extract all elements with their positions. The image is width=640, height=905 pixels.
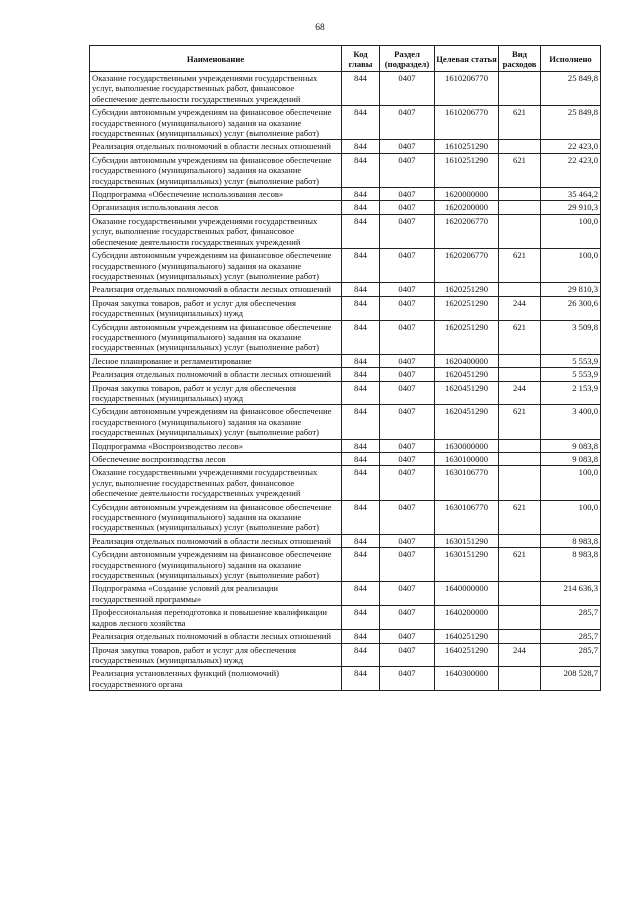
table-row: [90, 296, 601, 320]
table-row: [90, 106, 601, 140]
table-row: [90, 283, 601, 296]
cell-section: 0407: [380, 453, 435, 466]
cell-done: 9 083,8: [541, 439, 601, 452]
table-row: [90, 667, 601, 691]
cell-type: [499, 354, 541, 367]
cell-type: [499, 439, 541, 452]
cell-done: 29 810,3: [541, 283, 601, 296]
cell-code: 844: [342, 214, 380, 248]
cell-code: 844: [342, 643, 380, 667]
cell-code: 844: [342, 534, 380, 547]
cell-target: 1640300000: [435, 667, 499, 691]
cell-code: 844: [342, 320, 380, 354]
table-row: [90, 201, 601, 214]
cell-name: Реализация отдельных полномочий в области лесных отношений: [90, 283, 342, 296]
cell-name: Реализация отдельных полномочий в области лесных отношений: [90, 140, 342, 153]
header-done: Исполнено: [541, 46, 601, 72]
cell-target: 1640251290: [435, 630, 499, 643]
cell-done: 214 636,3: [541, 582, 601, 606]
cell-name: Реализация установленных функций (полномочий) государственного органа: [90, 667, 342, 691]
cell-type: [499, 466, 541, 500]
table-row: [90, 500, 601, 534]
cell-done: 35 464,2: [541, 188, 601, 201]
cell-section: 0407: [380, 582, 435, 606]
cell-name: Субсидии автономным учреждениям на финансовое обеспечение государственного (муниципального) задания на оказание государственных (муниципальных) услуг (выполнение работ): [90, 249, 342, 283]
cell-section: 0407: [380, 548, 435, 582]
cell-type: 244: [499, 381, 541, 405]
cell-target: 1620400000: [435, 354, 499, 367]
table-row: [90, 140, 601, 153]
cell-done: 25 849,8: [541, 72, 601, 106]
cell-code: 844: [342, 201, 380, 214]
header-name: Наименование: [90, 46, 342, 72]
cell-name: Организация использования лесов: [90, 201, 342, 214]
cell-code: 844: [342, 453, 380, 466]
cell-code: 844: [342, 296, 380, 320]
cell-name: Прочая закупка товаров, работ и услуг для обеспечения государственных (муниципальных) нужд: [90, 643, 342, 667]
cell-name: Субсидии автономным учреждениям на финансовое обеспечение государственного (муниципального) задания на оказание государственных (муниципальных) услуг (выполнение работ): [90, 405, 342, 439]
cell-code: 844: [342, 72, 380, 106]
cell-done: 5 553,9: [541, 368, 601, 381]
cell-name: Субсидии автономным учреждениям на финансовое обеспечение государственного (муниципального) задания на оказание государственных (муниципальных) услуг (выполнение работ): [90, 320, 342, 354]
cell-type: [499, 214, 541, 248]
header-code: Код главы: [342, 46, 380, 72]
cell-target: 1640200000: [435, 606, 499, 630]
cell-name: Субсидии автономным учреждениям на финансовое обеспечение государственного (муниципального) задания на оказание государственных (муниципальных) услуг (выполнение работ): [90, 548, 342, 582]
cell-name: Обеспечение воспроизводства лесов: [90, 453, 342, 466]
cell-code: 844: [342, 354, 380, 367]
cell-type: [499, 534, 541, 547]
cell-done: 100,0: [541, 214, 601, 248]
table-row: [90, 320, 601, 354]
cell-section: 0407: [380, 643, 435, 667]
header-section: Раздел (подраздел): [380, 46, 435, 72]
cell-type: 621: [499, 249, 541, 283]
cell-section: 0407: [380, 354, 435, 367]
cell-section: 0407: [380, 405, 435, 439]
cell-target: 1630106770: [435, 500, 499, 534]
page-number: 68: [315, 23, 325, 33]
cell-section: 0407: [380, 214, 435, 248]
cell-code: 844: [342, 582, 380, 606]
cell-section: 0407: [380, 368, 435, 381]
cell-name: Оказание государственными учреждениями государственных услуг, выполнение государственных работ, финансовое обеспечение деятельности государственных учреждений: [90, 466, 342, 500]
table-row: [90, 643, 601, 667]
cell-code: 844: [342, 283, 380, 296]
cell-type: [499, 140, 541, 153]
cell-target: 1620451290: [435, 381, 499, 405]
cell-type: [499, 283, 541, 296]
cell-type: [499, 582, 541, 606]
table-header-row: [90, 46, 601, 72]
table-row: [90, 214, 601, 248]
cell-done: 22 423,0: [541, 140, 601, 153]
budget-table: [89, 45, 601, 691]
cell-target: 1640251290: [435, 643, 499, 667]
cell-code: 844: [342, 140, 380, 153]
cell-name: Прочая закупка товаров, работ и услуг для обеспечения государственных (муниципальных) нужд: [90, 296, 342, 320]
cell-target: 1620251290: [435, 296, 499, 320]
table-row: [90, 606, 601, 630]
cell-type: [499, 188, 541, 201]
cell-type: 621: [499, 320, 541, 354]
cell-name: Подпрограмма «Воспроизводство лесов»: [90, 439, 342, 452]
cell-section: 0407: [380, 106, 435, 140]
cell-code: 844: [342, 368, 380, 381]
cell-type: 621: [499, 500, 541, 534]
table-row: [90, 405, 601, 439]
cell-done: 285,7: [541, 630, 601, 643]
table-row: [90, 439, 601, 452]
cell-section: 0407: [380, 630, 435, 643]
cell-target: 1620251290: [435, 320, 499, 354]
cell-code: 844: [342, 249, 380, 283]
cell-done: 285,7: [541, 643, 601, 667]
cell-done: 3 400,0: [541, 405, 601, 439]
cell-code: 844: [342, 548, 380, 582]
cell-done: 208 528,7: [541, 667, 601, 691]
cell-name: Подпрограмма «Обеспечение использования лесов»: [90, 188, 342, 201]
cell-type: [499, 667, 541, 691]
cell-code: 844: [342, 667, 380, 691]
cell-done: 22 423,0: [541, 153, 601, 187]
table-row: [90, 368, 601, 381]
cell-target: 1610206770: [435, 106, 499, 140]
cell-target: 1620206770: [435, 249, 499, 283]
cell-done: 285,7: [541, 606, 601, 630]
cell-type: 621: [499, 106, 541, 140]
cell-done: 5 553,9: [541, 354, 601, 367]
cell-target: 1630151290: [435, 534, 499, 547]
cell-section: 0407: [380, 153, 435, 187]
cell-done: 100,0: [541, 500, 601, 534]
cell-name: Субсидии автономным учреждениям на финансовое обеспечение государственного (муниципального) задания на оказание государственных (муниципальных) услуг (выполнение работ): [90, 106, 342, 140]
cell-name: Реализация отдельных полномочий в области лесных отношений: [90, 534, 342, 547]
cell-section: 0407: [380, 667, 435, 691]
cell-done: 8 983,8: [541, 534, 601, 547]
cell-section: 0407: [380, 201, 435, 214]
cell-target: 1620251290: [435, 283, 499, 296]
table-row: [90, 249, 601, 283]
cell-code: 844: [342, 405, 380, 439]
cell-target: 1610251290: [435, 140, 499, 153]
cell-target: 1620000000: [435, 188, 499, 201]
cell-done: 29 910,3: [541, 201, 601, 214]
table-row: [90, 381, 601, 405]
table-row: [90, 72, 601, 106]
cell-done: 2 153,9: [541, 381, 601, 405]
cell-type: [499, 72, 541, 106]
cell-name: Оказание государственными учреждениями государственных услуг, выполнение государственных работ, финансовое обеспечение деятельности государственных учреждений: [90, 214, 342, 248]
cell-type: 621: [499, 405, 541, 439]
table-row: [90, 354, 601, 367]
cell-target: 1630000000: [435, 439, 499, 452]
cell-section: 0407: [380, 296, 435, 320]
cell-code: 844: [342, 153, 380, 187]
cell-target: 1640000000: [435, 582, 499, 606]
cell-code: 844: [342, 630, 380, 643]
cell-done: 25 849,8: [541, 106, 601, 140]
cell-done: 3 509,8: [541, 320, 601, 354]
cell-code: 844: [342, 606, 380, 630]
table-row: [90, 453, 601, 466]
cell-type: [499, 606, 541, 630]
cell-target: 1630151290: [435, 548, 499, 582]
cell-name: Подпрограмма «Создание условий для реализации государственной программы»: [90, 582, 342, 606]
cell-code: 844: [342, 466, 380, 500]
cell-section: 0407: [380, 140, 435, 153]
cell-target: 1620451290: [435, 368, 499, 381]
cell-type: 244: [499, 643, 541, 667]
cell-code: 844: [342, 500, 380, 534]
cell-done: 8 983,8: [541, 548, 601, 582]
cell-section: 0407: [380, 381, 435, 405]
table-row: [90, 466, 601, 500]
cell-section: 0407: [380, 534, 435, 547]
cell-done: 9 083,8: [541, 453, 601, 466]
cell-type: 621: [499, 548, 541, 582]
cell-section: 0407: [380, 606, 435, 630]
cell-code: 844: [342, 106, 380, 140]
cell-target: 1630106770: [435, 466, 499, 500]
cell-name: Реализация отдельных полномочий в области лесных отношений: [90, 630, 342, 643]
cell-target: 1630100000: [435, 453, 499, 466]
cell-type: 244: [499, 296, 541, 320]
cell-code: 844: [342, 439, 380, 452]
cell-section: 0407: [380, 439, 435, 452]
header-type: Вид расходов: [499, 46, 541, 72]
table-row: [90, 630, 601, 643]
cell-done: 100,0: [541, 466, 601, 500]
cell-done: 26 300,6: [541, 296, 601, 320]
cell-section: 0407: [380, 188, 435, 201]
cell-section: 0407: [380, 466, 435, 500]
cell-target: 1620206770: [435, 214, 499, 248]
cell-target: 1610251290: [435, 153, 499, 187]
cell-name: Профессиональная переподготовка и повышение квалификации кадров лесного хозяйства: [90, 606, 342, 630]
cell-name: Лесное планирование и регламентирование: [90, 354, 342, 367]
cell-code: 844: [342, 188, 380, 201]
cell-section: 0407: [380, 283, 435, 296]
cell-type: [499, 368, 541, 381]
table-row: [90, 548, 601, 582]
cell-section: 0407: [380, 320, 435, 354]
table-row: [90, 582, 601, 606]
cell-type: [499, 453, 541, 466]
table-row: [90, 188, 601, 201]
cell-done: 100,0: [541, 249, 601, 283]
cell-target: 1610206770: [435, 72, 499, 106]
cell-name: Субсидии автономным учреждениям на финансовое обеспечение государственного (муниципального) задания на оказание государственных (муниципальных) услуг (выполнение работ): [90, 153, 342, 187]
cell-name: Оказание государственными учреждениями государственных услуг, выполнение государственных работ, финансовое обеспечение деятельности государственных учреждений: [90, 72, 342, 106]
cell-target: 1620451290: [435, 405, 499, 439]
cell-name: Субсидии автономным учреждениям на финансовое обеспечение государственного (муниципального) задания на оказание государственных (муниципальных) услуг (выполнение работ): [90, 500, 342, 534]
cell-target: 1620200000: [435, 201, 499, 214]
cell-type: [499, 630, 541, 643]
cell-code: 844: [342, 381, 380, 405]
cell-section: 0407: [380, 500, 435, 534]
cell-type: [499, 201, 541, 214]
cell-section: 0407: [380, 72, 435, 106]
table-row: [90, 153, 601, 187]
cell-section: 0407: [380, 249, 435, 283]
cell-type: 621: [499, 153, 541, 187]
table-row: [90, 534, 601, 547]
header-target: Целевая статья: [435, 46, 499, 72]
cell-name: Прочая закупка товаров, работ и услуг для обеспечения государственных (муниципальных) нужд: [90, 381, 342, 405]
cell-name: Реализация отдельных полномочий в области лесных отношений: [90, 368, 342, 381]
